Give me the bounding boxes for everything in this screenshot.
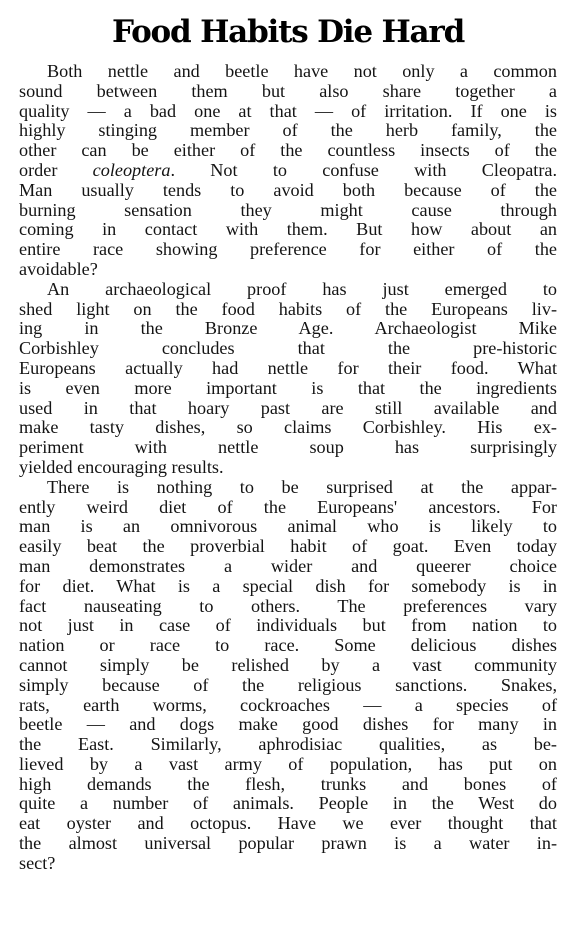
text-line: sound between them but also share together a: [19, 80, 557, 101]
text-line: quality — a bad one at that — of irritation. If one is: [19, 100, 557, 121]
text-line: avoidable?: [19, 258, 98, 279]
text-line: Corbishley concludes that the pre-historic: [19, 338, 557, 359]
text-line: rats, earth worms, cockroaches — a species of: [19, 694, 557, 715]
text-line: Both nettle and beetle have not only a common: [47, 61, 557, 81]
text-line: the East. Similarly, aphrodisiac qualities, as be-: [19, 734, 557, 755]
text-line: for diet. What is a special dish for somebody is in: [19, 575, 557, 596]
text-line: ing in the Bronze Age. Archaeologist Mike: [19, 318, 557, 339]
text-line: high demands the flesh, trunks and bones of: [19, 773, 557, 794]
text-line: make tasty dishes, so claims Corbishley. His ex-: [19, 417, 557, 438]
text-line: nation or race to race. Some delicious dishes: [19, 635, 557, 656]
text-line: burning sensation they might cause through: [19, 199, 557, 220]
text-line: not just in case of individuals but from nation to: [19, 615, 557, 636]
text-line: There is nothing to be surprised at the appar-: [47, 476, 557, 497]
article-body: [19, 62, 557, 874]
text-line: beetle — and dogs make good dishes for many in: [19, 714, 557, 735]
paragraph-1: [19, 62, 557, 280]
text-line: man is an omnivorous animal who is likely to: [19, 516, 557, 537]
text-line: used in that hoary past are still available and: [19, 397, 557, 418]
text-line: simply because of the religious sanctions. Snakes,: [19, 674, 557, 695]
headline: Food Habits Die Hard: [111, 14, 465, 50]
text-line: entire race showing preference for either of the: [19, 239, 557, 260]
text-line: the almost universal popular prawn is a water in-: [19, 833, 557, 854]
text-line: Europeans actually had nettle for their food. What: [19, 357, 557, 378]
text-line: lieved by a vast army of population, has put on: [19, 753, 557, 774]
text-line: shed light on the food habits of the Europeans liv-: [19, 298, 557, 319]
text-line: cannot simply be relished by a vast community: [19, 654, 557, 675]
text-line: periment with nettle soup has surprisingly: [19, 437, 557, 458]
text-line: coming in contact with them. But how about an: [19, 219, 557, 240]
text-line: is even more important is that the ingredients: [19, 377, 557, 398]
text-line: highly stinging member of the herb family, the: [19, 120, 557, 141]
text-line: ently weird diet of the Europeans' ancestors. For: [19, 496, 557, 517]
text-line: sect?: [19, 852, 56, 873]
text-line: quite a number of animals. People in the West do: [19, 793, 557, 814]
paragraph-2: [19, 280, 557, 478]
text-line: yielded encouraging results.: [19, 456, 224, 477]
text-line: other can be either of the countless insects of the: [19, 140, 557, 161]
text-line: man demonstrates a wider and queerer choice: [19, 555, 557, 576]
paragraph-3: [19, 478, 557, 874]
text-line: An archaeological proof has just emerged to: [47, 278, 557, 299]
text-line: Man usually tends to avoid both because of the: [19, 179, 557, 200]
text-line: fact nauseating to others. The preferences vary: [19, 595, 557, 616]
text-line: order coleoptera. Not to confuse with Cleopatra.: [19, 159, 558, 180]
text-line: eat oyster and octopus. Have we ever thought that: [19, 813, 557, 834]
text-line: easily beat the proverbial habit of goat. Even today: [19, 536, 557, 557]
